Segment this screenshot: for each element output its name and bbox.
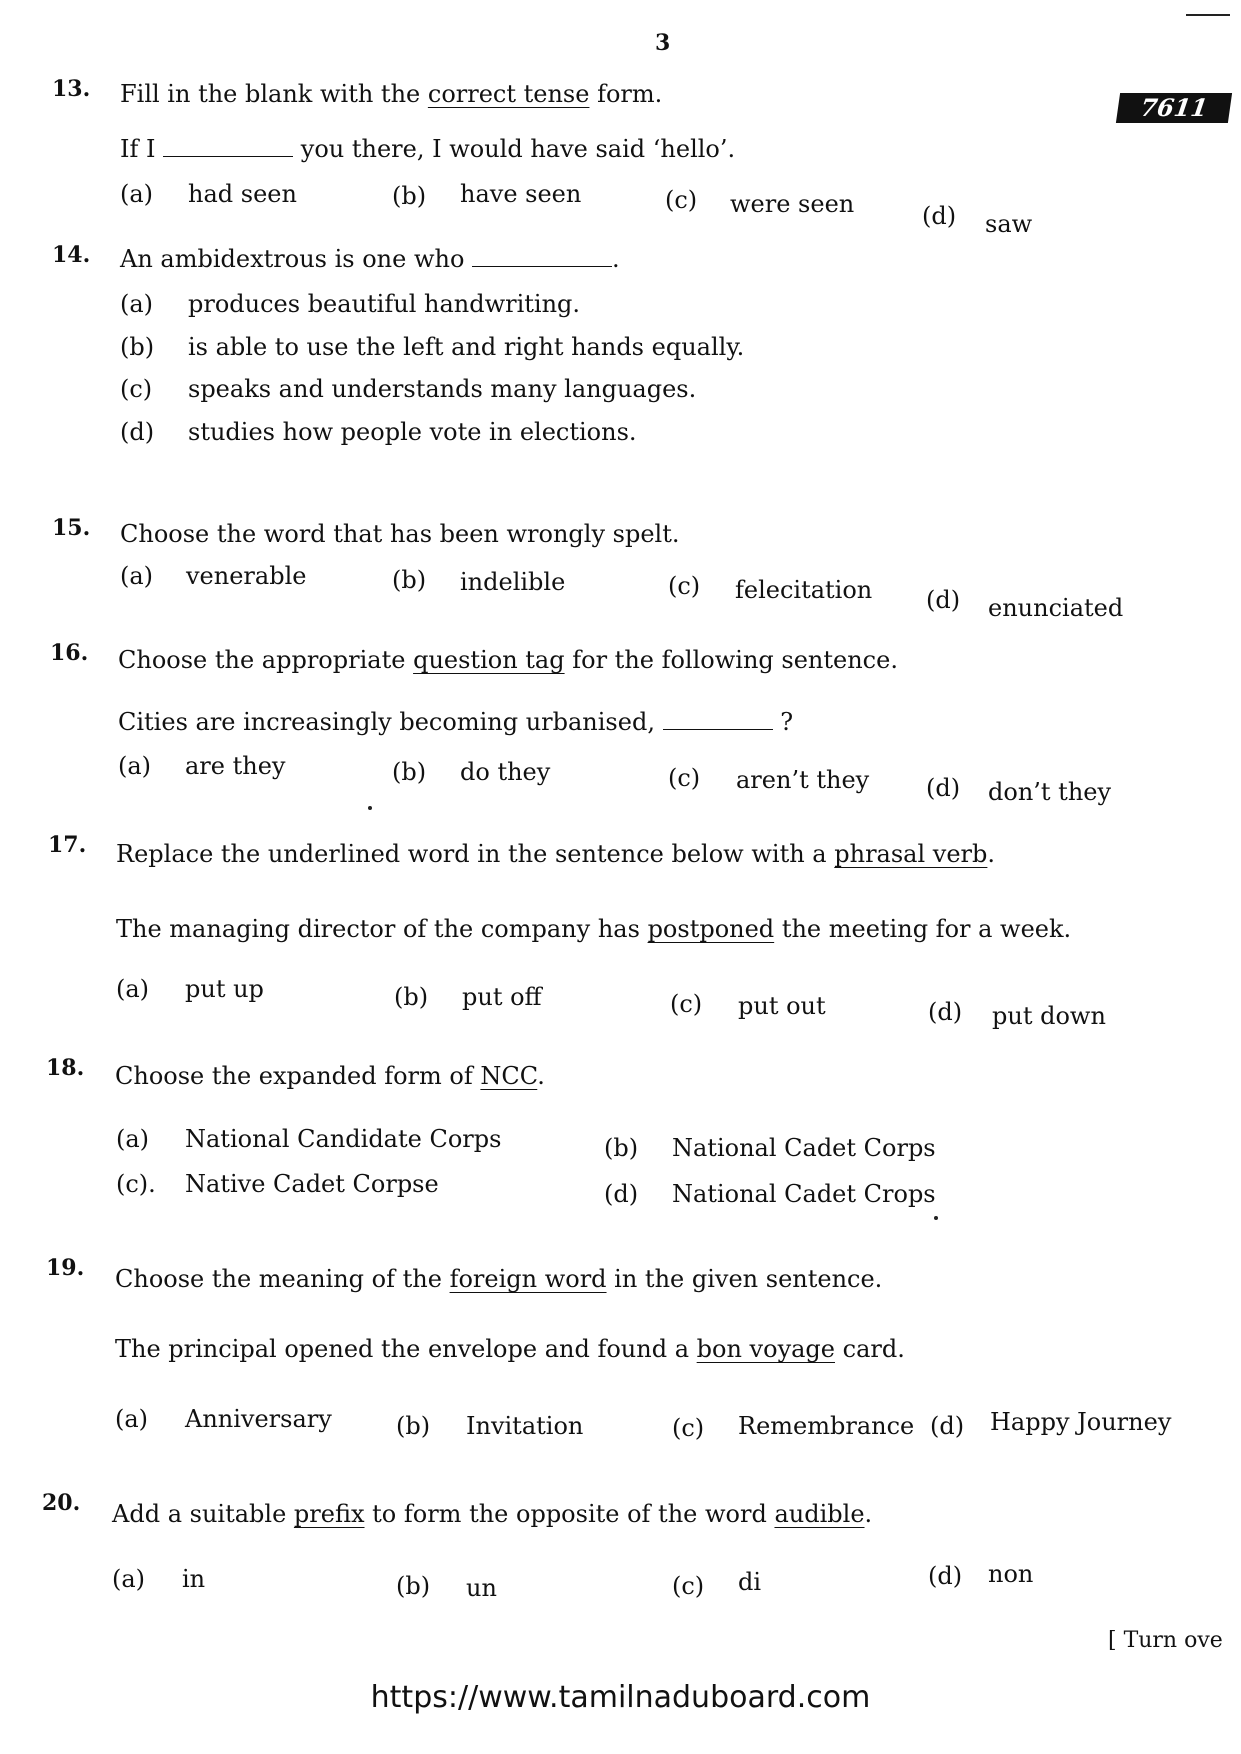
question-text: Add a suitable prefix to form the opposite of the word audible. xyxy=(112,1500,873,1528)
option-d: National Cadet Crops xyxy=(672,1180,936,1208)
option-label: (b) xyxy=(396,1572,431,1600)
option-b: National Cadet Corps xyxy=(672,1134,936,1162)
option-c: speaks and understands many languages. xyxy=(188,375,697,403)
option-d: enunciated xyxy=(988,594,1124,622)
option-d: non xyxy=(988,1560,1034,1588)
footer-url[interactable]: https://www.tamilnaduboard.com xyxy=(370,1680,871,1715)
option-label: (b) xyxy=(394,983,429,1011)
option-label: (d) xyxy=(926,586,961,614)
option-b: is able to use the left and right hands equally. xyxy=(188,333,745,361)
option-c: put out xyxy=(738,992,826,1020)
option-label: (a) xyxy=(120,180,154,208)
option-a: put up xyxy=(185,975,264,1003)
page-number: 3 xyxy=(655,30,671,56)
option-b: have seen xyxy=(460,180,582,208)
option-d: put down xyxy=(992,1002,1106,1030)
top-rule xyxy=(1186,14,1230,16)
paper-code-badge: 7611 xyxy=(1116,93,1232,123)
option-b: un xyxy=(466,1574,497,1602)
option-label: (d) xyxy=(928,998,963,1026)
question-number: 13. xyxy=(52,76,91,102)
option-label: (b) xyxy=(120,333,155,361)
question-sentence: The managing director of the company has postponed the meeting for a week. xyxy=(116,915,1072,943)
option-d: Happy Journey xyxy=(990,1408,1172,1436)
option-b: indelible xyxy=(460,568,566,596)
option-label: (a) xyxy=(112,1565,146,1593)
option-label: (b) xyxy=(392,758,427,786)
question-number: 14. xyxy=(52,242,91,268)
option-c: were seen xyxy=(730,190,855,218)
turn-over-note: [ Turn ove xyxy=(1108,1628,1223,1653)
option-b: put off xyxy=(462,983,542,1011)
question-text: Choose the expanded form of NCC. xyxy=(115,1062,545,1090)
question-text: Replace the underlined word in the sentence below with a phrasal verb. xyxy=(116,840,996,868)
option-label: (c) xyxy=(668,572,701,600)
option-label: (d) xyxy=(926,774,961,802)
option-label: (c) xyxy=(670,990,703,1018)
option-c: Remembrance xyxy=(738,1412,915,1440)
stray-mark xyxy=(934,1216,938,1220)
option-a: Anniversary xyxy=(185,1405,332,1433)
option-label: (c) xyxy=(668,764,701,792)
question-number: 19. xyxy=(46,1255,85,1281)
option-b: do they xyxy=(460,758,551,786)
option-label: (d) xyxy=(120,418,155,446)
option-label: (d) xyxy=(928,1562,963,1590)
option-d: saw xyxy=(985,210,1033,238)
option-c: di xyxy=(738,1568,762,1596)
question-text: An ambidextrous is one who . xyxy=(120,245,620,273)
answer-blank xyxy=(163,138,293,157)
option-label: (b) xyxy=(392,566,427,594)
option-c: felecitation xyxy=(735,576,873,604)
option-c: Native Cadet Corpse xyxy=(185,1170,439,1198)
option-label: (a) xyxy=(116,975,150,1003)
question-text: Choose the word that has been wrongly spelt. xyxy=(120,520,680,548)
question-number: 17. xyxy=(48,832,87,858)
option-label: (a) xyxy=(115,1405,149,1433)
option-b: Invitation xyxy=(466,1412,584,1440)
option-label: (a) xyxy=(120,562,154,590)
stray-mark xyxy=(368,806,372,810)
option-label: (c) xyxy=(672,1572,705,1600)
option-label: (b) xyxy=(604,1134,639,1162)
option-label: (a) xyxy=(116,1125,150,1153)
option-label: (c) xyxy=(665,186,698,214)
option-d: don’t they xyxy=(988,778,1112,806)
question-number: 15. xyxy=(52,515,91,541)
answer-blank xyxy=(472,248,612,267)
question-text: Fill in the blank with the correct tense form. xyxy=(120,80,663,108)
option-a: produces beautiful handwriting. xyxy=(188,290,581,318)
option-c: aren’t they xyxy=(736,766,870,794)
option-label: (c) xyxy=(120,375,153,403)
option-label: (a) xyxy=(118,752,152,780)
question-number: 18. xyxy=(46,1055,85,1081)
option-label: (c). xyxy=(116,1170,156,1198)
question-text: Choose the meaning of the foreign word in the given sentence. xyxy=(115,1265,883,1293)
option-label: (d) xyxy=(922,202,957,230)
question-sentence: If I you there, I would have said ‘hello’. xyxy=(120,135,736,163)
question-text: Choose the appropriate question tag for the following sentence. xyxy=(118,646,898,674)
option-label: (b) xyxy=(396,1412,431,1440)
option-a: in xyxy=(182,1565,206,1593)
option-label: (d) xyxy=(930,1412,965,1440)
option-a: National Candidate Corps xyxy=(185,1125,502,1153)
option-label: (b) xyxy=(392,182,427,210)
question-sentence: Cities are increasingly becoming urbanised, ? xyxy=(118,708,794,736)
option-label: (d) xyxy=(604,1180,639,1208)
question-number: 16. xyxy=(50,640,89,666)
option-a: venerable xyxy=(186,562,307,590)
option-label: (a) xyxy=(120,290,154,318)
answer-blank xyxy=(663,711,773,730)
option-a: are they xyxy=(185,752,286,780)
question-number: 20. xyxy=(42,1490,81,1516)
question-sentence: The principal opened the envelope and found a bon voyage card. xyxy=(115,1335,905,1363)
option-a: had seen xyxy=(188,180,297,208)
option-label: (c) xyxy=(672,1414,705,1442)
option-d: studies how people vote in elections. xyxy=(188,418,637,446)
